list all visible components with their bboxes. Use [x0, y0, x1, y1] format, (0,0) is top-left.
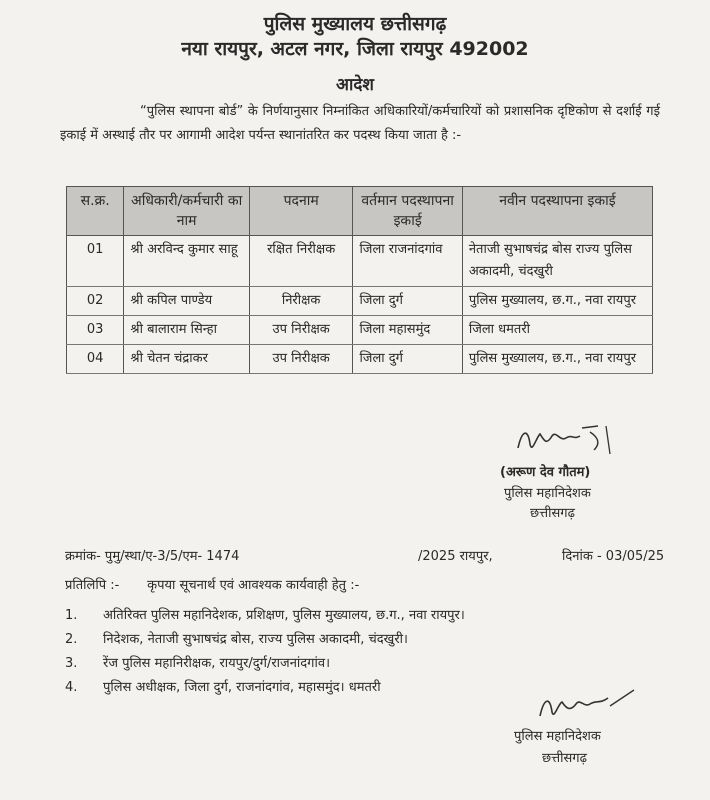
cell-current-unit: जिला महासमुंद — [353, 316, 462, 345]
cell-new-unit: जिला धमतरी — [462, 316, 652, 345]
list-item — [65, 677, 465, 701]
reference-year-place: /2025 रायपुर, — [418, 549, 493, 564]
item-text: निदेशक, नेताजी सुभाषचंद्र बोस, राज्य पुलिस अकादमी, चंदखुरी। — [103, 632, 408, 647]
cell-name: श्री अरविन्द कुमार साहू — [124, 236, 249, 287]
cell-serial: 03 — [67, 316, 124, 345]
table-header-row — [67, 187, 653, 236]
signature-2 — [530, 686, 640, 726]
item-text: अतिरिक्त पुलिस महानिदेशक, प्रशिक्षण, पुलिस मुख्यालय, छ.ग., नवा रायपुर। — [103, 608, 465, 623]
table-row — [67, 345, 653, 374]
signatory-name: (अरूण देव गौतम) — [500, 465, 591, 480]
order-title: आदेश — [336, 75, 374, 95]
cell-new-unit: नेताजी सुभाषचंद्र बोस राज्य पुलिस अकादमी, चंदखुरी — [462, 236, 652, 287]
signature-1 — [510, 420, 620, 460]
col-header-new-unit: नवीन पदस्थापना इकाई — [462, 187, 652, 236]
col-header-current-unit: वर्तमान पदस्थापना इकाई — [353, 187, 462, 236]
item-text: पुलिस अधीक्षक, जिला दुर्ग, राजनांदगांव, महासमुंद। धमतरी — [103, 680, 381, 695]
col-header-serial: स.क्र. — [67, 187, 124, 236]
item-number: 1. — [65, 608, 78, 623]
copy-list — [65, 605, 465, 701]
copy-text: कृपया सूचनार्थ एवं आवश्यक कार्यवाही हेतु :- — [147, 578, 360, 593]
cell-designation: निरीक्षक — [249, 287, 353, 316]
cell-current-unit: जिला दुर्ग — [353, 287, 462, 316]
copy-label: प्रतिलिपि :- — [65, 578, 120, 593]
office-name: पुलिस मुख्यालय छत्तीसगढ़ — [263, 13, 447, 35]
cell-current-unit: जिला राजनांदगांव — [353, 236, 462, 287]
signatory-state: छत्तीसगढ़ — [530, 506, 575, 521]
signatory2-state: छत्तीसगढ़ — [542, 751, 587, 766]
reference-number: क्रमांक- पुमु/स्था/ए-3/5/एम- 1474 — [65, 549, 240, 564]
cell-designation: उप निरीक्षक — [249, 345, 353, 374]
cell-name: श्री चेतन चंद्राकर — [124, 345, 249, 374]
cell-serial: 01 — [67, 236, 124, 287]
cell-serial: 04 — [67, 345, 124, 374]
cell-name: श्री कपिल पाण्डेय — [124, 287, 249, 316]
item-number: 3. — [65, 656, 78, 671]
intro-paragraph — [60, 100, 660, 148]
item-text: रेंज पुलिस महानिरीक्षक, रायपुर/दुर्ग/राजनांदगांव। — [103, 656, 331, 671]
list-item — [65, 629, 465, 653]
cell-new-unit: पुलिस मुख्यालय, छ.ग., नवा रायपुर — [462, 287, 652, 316]
item-number: 2. — [65, 632, 78, 647]
intro-text: “पुलिस स्थापना बोर्ड” के निर्णयानुसार निम्नांकित अधिकारियों/कर्मचारियों को प्रशासनिक दृष्टिकोण से दर्शाई गई इकाई में अस्थाई तौर पर आगामी आदेश पर्यन्त स्थानांतरित कर पदस्थ किया जाता है :- — [60, 104, 660, 143]
cell-current-unit: जिला दुर्ग — [353, 345, 462, 374]
signatory-designation: पुलिस महानिदेशक — [504, 486, 591, 501]
office-address: नया रायपुर, अटल नगर, जिला रायपुर 492002 — [181, 38, 529, 60]
cell-designation: उप निरीक्षक — [249, 316, 353, 345]
list-item — [65, 605, 465, 629]
list-item — [65, 653, 465, 677]
reference-date: दिनांक - 03/05/25 — [562, 549, 665, 564]
table-row — [67, 287, 653, 316]
cell-name: श्री बालाराम सिन्हा — [124, 316, 249, 345]
cell-new-unit: पुलिस मुख्यालय, छ.ग., नवा रायपुर — [462, 345, 652, 374]
transfer-table — [66, 186, 653, 374]
signatory2-designation: पुलिस महानिदेशक — [514, 729, 601, 744]
col-header-designation: पदनाम — [249, 187, 353, 236]
table-row — [67, 316, 653, 345]
table-row — [67, 236, 653, 287]
cell-designation: रक्षित निरीक्षक — [249, 236, 353, 287]
item-number: 4. — [65, 680, 78, 695]
copy-heading — [65, 575, 359, 593]
cell-serial: 02 — [67, 287, 124, 316]
col-header-name: अधिकारी/कर्मचारी का नाम — [124, 187, 249, 236]
